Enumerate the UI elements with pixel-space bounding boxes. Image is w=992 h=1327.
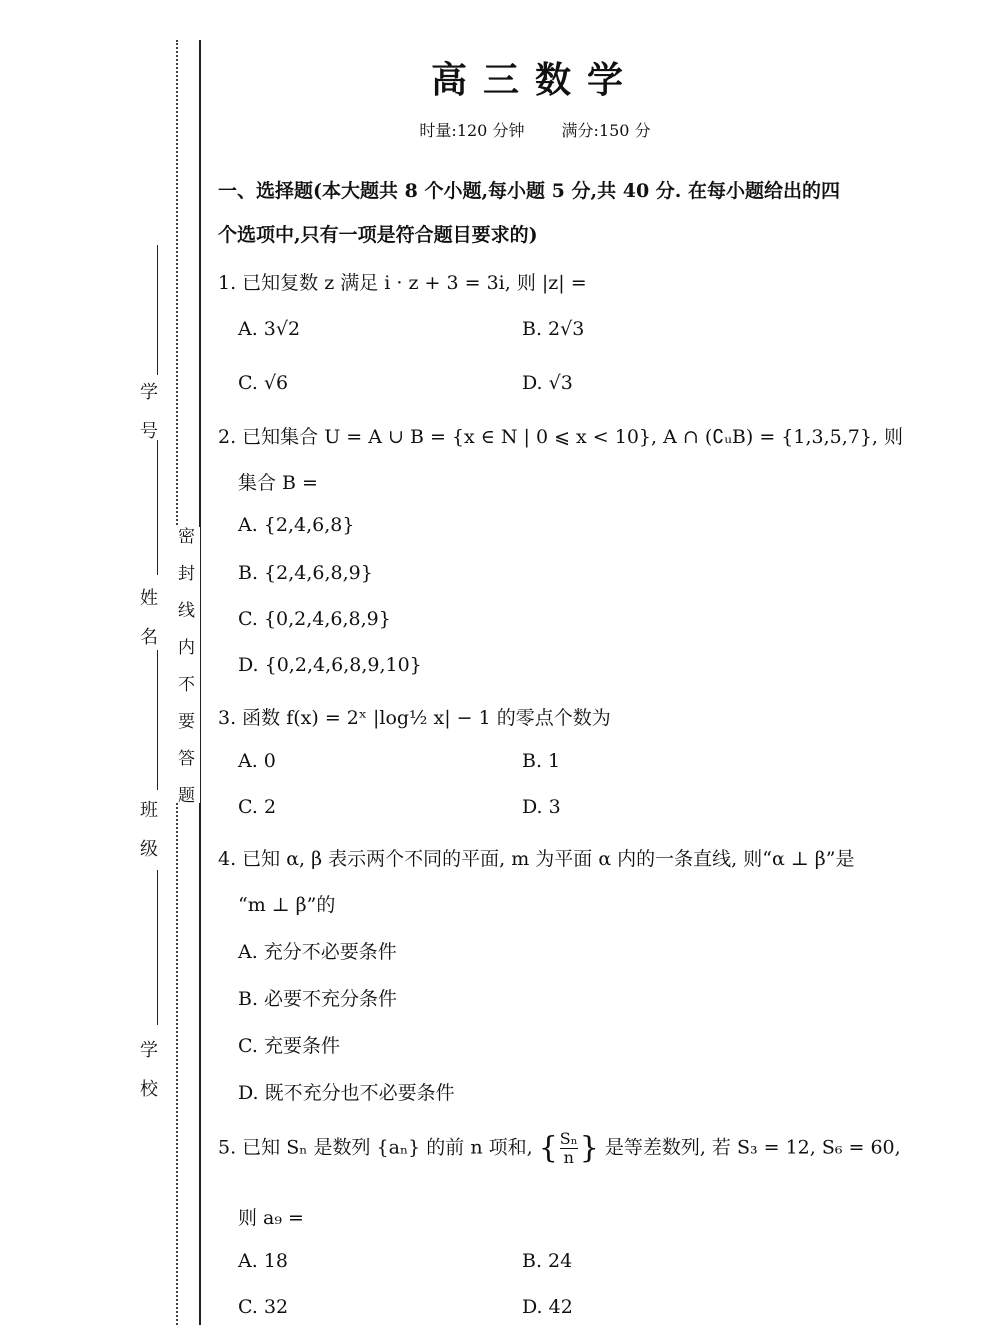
section-heading-line1: 一、选择题(本大题共 8 个小题,每小题 5 分,共 40 分. 在每小题给出的四 [218, 180, 841, 202]
left-brace: { [538, 1130, 558, 1166]
q2-stem-line2: 集合 B = [238, 472, 318, 494]
time-limit: 时量:120 分钟 [419, 121, 525, 140]
q4-option-c: C. 充要条件 [238, 1035, 340, 1057]
q2-option-d: D. {0,2,4,6,8,9,10} [238, 654, 422, 676]
q5-option-b: B. 24 [522, 1250, 573, 1272]
q5-stem-part1: 5. 已知 Sₙ 是数列 {aₙ} 的前 n 项和, [218, 1136, 533, 1159]
exam-meta [215, 118, 855, 141]
fraction-numerator: Sₙ [559, 1129, 578, 1148]
school-label: 学 校 [137, 1040, 158, 1097]
q4-stem-line2: “m ⊥ β”的 [238, 894, 336, 916]
name-label: 姓 名 [137, 588, 158, 645]
q4-option-b: B. 必要不充分条件 [238, 988, 398, 1010]
q3-stem: 3. 函数 f(x) = 2ˣ |log½ x| − 1 的零点个数为 [218, 707, 611, 729]
full-score: 满分:150 分 [561, 121, 651, 140]
q5-option-d: D. 42 [522, 1296, 573, 1318]
q5-option-a: A. 18 [238, 1250, 288, 1272]
fraction-denominator: n [563, 1148, 574, 1167]
q4-stem-line1: 4. 已知 α, β 表示两个不同的平面, m 为平面 α 内的一条直线, 则“α ⊥ β”是 [218, 848, 855, 870]
id-fill-line [157, 245, 158, 375]
q5-stem-line1 [218, 1130, 901, 1167]
q5-fraction [560, 1130, 578, 1167]
q2-stem-line1: 2. 已知集合 U = A ∪ B = {x ∈ N | 0 ⩽ x < 10}, A ∩ (∁ᵤB) = {1,3,5,7}, 则 [218, 426, 904, 448]
q5-option-c: C. 32 [238, 1296, 289, 1318]
class-fill-line [157, 870, 158, 1025]
q1-option-a: A. 3√2 [238, 318, 301, 340]
q1-option-d: D. √3 [522, 372, 573, 394]
q1-option-c: C. √6 [238, 372, 289, 394]
binding-margin [0, 0, 215, 1327]
q2-option-b: B. {2,4,6,8,9} [238, 562, 373, 584]
q1-stem: 1. 已知复数 z 满足 i · z + 3 = 3i, 则 |z| = [218, 272, 587, 294]
q4-option-a: A. 充分不必要条件 [238, 941, 397, 963]
name-fill-line [157, 650, 158, 790]
q1-option-b: B. 2√3 [522, 318, 585, 340]
q3-option-a: A. 0 [238, 750, 276, 772]
q4-option-d: D. 既不充分也不必要条件 [238, 1082, 455, 1104]
q3-option-c: C. 2 [238, 796, 277, 818]
q5-stem-part2: 是等差数列, 若 S₃ = 12, S₆ = 60, [604, 1136, 901, 1159]
q3-option-d: D. 3 [522, 796, 561, 818]
name-fill-line-top [157, 440, 158, 575]
seal-notice: 密 封 线 内 不 要 答 题 [176, 527, 200, 803]
q2-option-a: A. {2,4,6,8} [238, 514, 355, 536]
q2-option-c: C. {0,2,4,6,8,9} [238, 608, 391, 630]
page-title: 高三数学 [430, 60, 639, 101]
section-heading-line2: 个选项中,只有一项是符合题目要求的) [218, 224, 538, 246]
right-brace: } [579, 1130, 599, 1166]
id-label: 学 号 [137, 382, 158, 439]
q3-option-b: B. 1 [522, 750, 561, 772]
q5-stem-line2: 则 a₉ = [238, 1207, 304, 1229]
class-label: 班 级 [137, 800, 158, 857]
